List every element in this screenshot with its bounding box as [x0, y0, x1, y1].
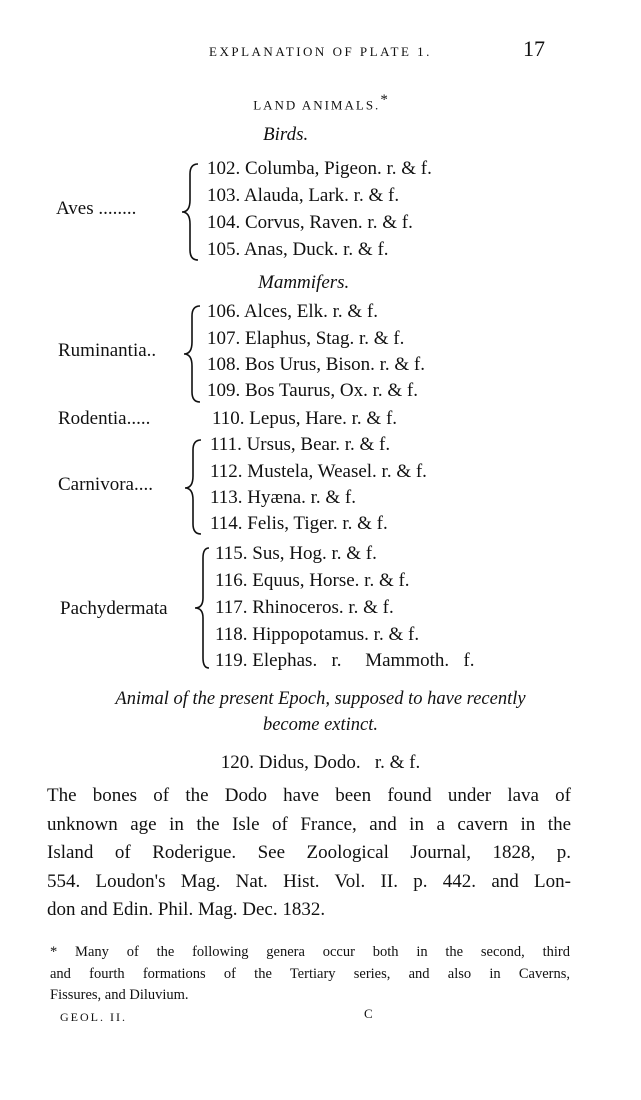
list-item: 118. Hippopotamus. r. & f. — [215, 624, 420, 645]
group-label-rodentia-text: Rodentia — [58, 408, 127, 429]
list-item: 106. Alces, Elk. r. & f. — [207, 301, 378, 322]
list-item: 111. Ursus, Bear. r. & f. — [210, 434, 391, 455]
body-paragraph — [47, 782, 571, 925]
mammifers-heading: Mammifers. — [258, 272, 350, 293]
footnote — [50, 942, 570, 1007]
extinct-heading-line-1: Animal of the present Epoch, supposed to have recently — [115, 689, 526, 709]
group-label-aves-text: Aves — [56, 198, 94, 219]
group-label-carnivora — [58, 474, 153, 496]
brace-aves — [178, 160, 202, 264]
paragraph-line: 554. Loudon's Mag. Nat. Hist. Vol. II. p. 442. and Lon- — [47, 870, 571, 892]
paragraph-line: unknown age in the Isle of France, and in a cavern in the — [47, 813, 571, 835]
page-number: 17 — [523, 36, 545, 61]
footnote-marker: * — [380, 92, 388, 108]
group-label-ruminantia — [58, 340, 156, 362]
list-item: 103. Alauda, Lark. r. & f. — [207, 185, 400, 206]
list-item: 115. Sus, Hog. r. & f. — [215, 543, 377, 564]
list-item: 117. Rhinoceros. r. & f. — [215, 597, 394, 618]
extinct-heading-line-2: become extinct. — [262, 715, 379, 735]
list-item: 109. Bos Taurus, Ox. r. & f. — [207, 380, 419, 401]
leader-dots: .... — [133, 474, 153, 495]
list-item: 108. Bos Urus, Bison. r. & f. — [207, 354, 425, 375]
section-title-text: LAND ANIMALS. — [253, 97, 381, 113]
footnote-line: * Many of the following genera occur both in the second, third — [50, 944, 570, 960]
signature-mark: C — [364, 1006, 373, 1021]
group-label-ruminantia-text: Ruminantia — [58, 340, 147, 361]
paragraph-line: don and Edin. Phil. Mag. Dec. 1832. — [47, 899, 326, 920]
list-item: 113. Hyæna. r. & f. — [210, 487, 357, 508]
brace-ruminantia — [180, 302, 204, 406]
section-title — [0, 92, 641, 113]
list-item: 102. Columba, Pigeon. r. & f. — [207, 158, 432, 179]
list-item: 112. Mustela, Weasel. r. & f. — [210, 461, 427, 482]
list-item: 116. Equus, Horse. r. & f. — [215, 570, 410, 591]
list-item: 104. Corvus, Raven. r. & f. — [207, 212, 413, 233]
paragraph-line: The bones of the Dodo have been found under lava of — [47, 785, 571, 806]
list-item: 114. Felis, Tiger. r. & f. — [210, 513, 388, 534]
brace-pachydermata — [192, 544, 212, 672]
group-label-pachydermata: Pachydermata — [60, 598, 168, 619]
list-item: 107. Elaphus, Stag. r. & f. — [207, 328, 405, 349]
brace-carnivora — [181, 436, 205, 538]
list-item: 110. Lepus, Hare. r. & f. — [212, 408, 398, 429]
leader-dots: ..... — [126, 408, 151, 429]
birds-heading: Birds. — [263, 124, 309, 145]
footnote-line: and fourth formations of the Tertiary series, and also in Caverns, — [50, 965, 570, 982]
dodo-entry: 120. Didus, Dodo. r. & f. — [220, 752, 421, 773]
list-item: 105. Anas, Duck. r. & f. — [207, 239, 389, 260]
leader-dots: .. — [146, 340, 157, 361]
footnote-line: Fissures, and Diluvium. — [50, 987, 189, 1003]
leader-dots: ........ — [93, 198, 137, 219]
paragraph-line: Island of Roderigue. See Zoological Journal, 1828, p. — [47, 842, 571, 863]
group-label-aves — [56, 198, 136, 220]
list-item: 119. Elephas. r. Mammoth. f. — [215, 650, 475, 671]
group-label-carnivora-text: Carnivora — [58, 474, 134, 495]
signature: GEOL. II. — [60, 1010, 127, 1024]
running-head: EXPLANATION OF PLATE 1. — [209, 44, 432, 59]
group-label-rodentia — [58, 408, 150, 430]
